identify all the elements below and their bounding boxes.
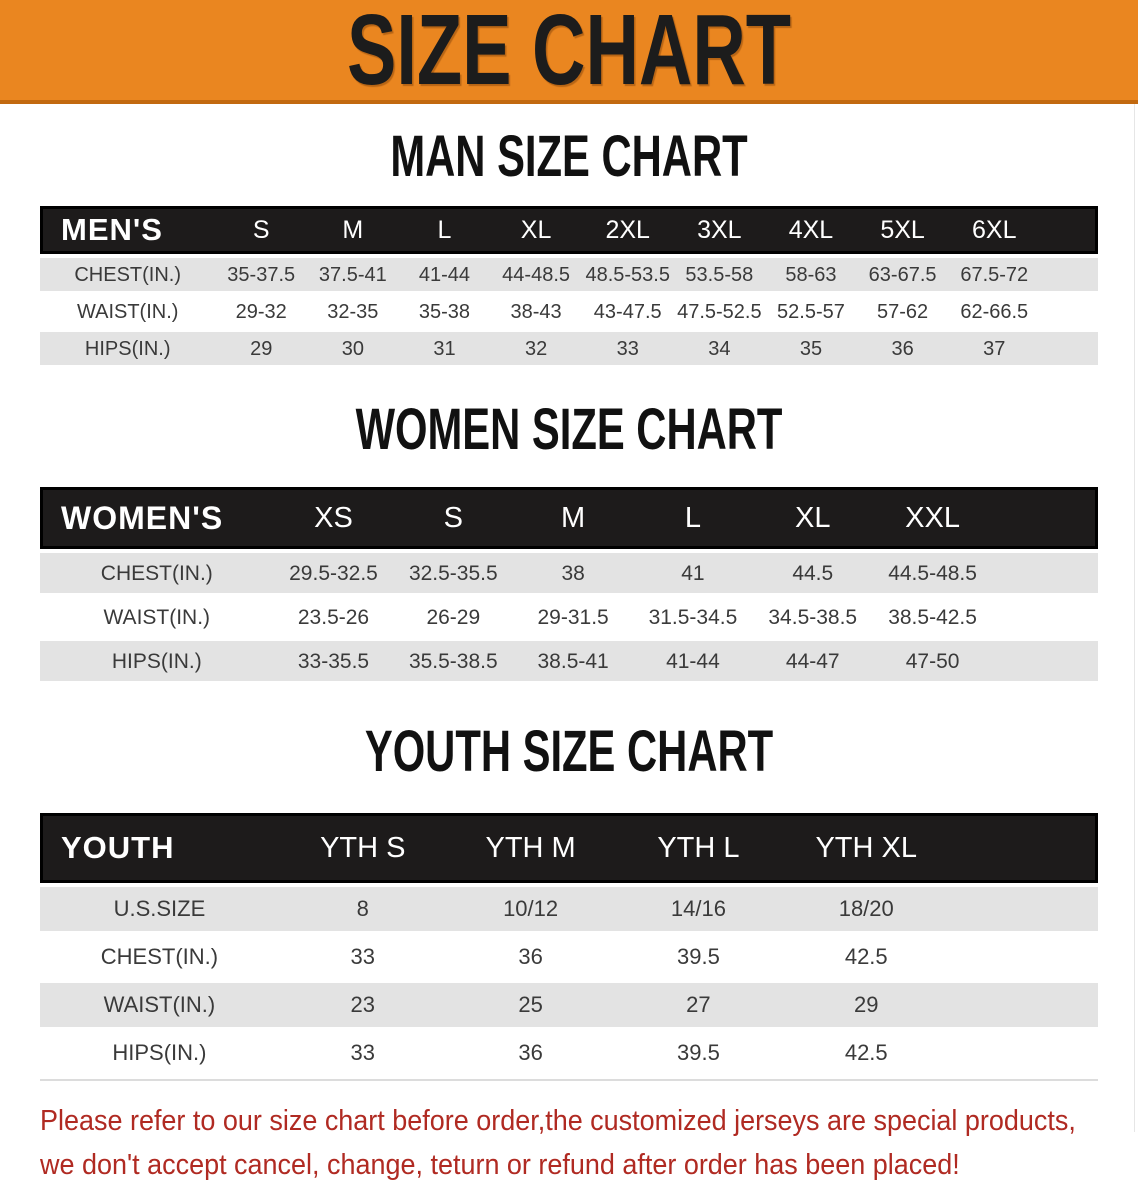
value-cell: 67.5-72	[948, 258, 1040, 291]
size-column-header-cell: M	[513, 487, 633, 549]
value-cell: 33	[582, 332, 674, 365]
value-cell: 18/20	[782, 887, 950, 931]
value-cell: 37.5-41	[307, 258, 399, 291]
value-cell: 41-44	[633, 641, 753, 681]
value-cell: 8	[279, 887, 447, 931]
value-cell: 33	[350, 944, 376, 969]
header-row	[40, 487, 1098, 549]
table-row	[40, 641, 1098, 681]
order-notice-line: Please refer to our size chart before order,the customized jerseys are special products,	[40, 1105, 1076, 1137]
value-cell: 31.5-34.5	[648, 605, 738, 629]
value-cell: 44.5-48.5	[873, 553, 993, 593]
value-cell: 53.5-58	[674, 258, 766, 291]
spacer-cell	[1040, 258, 1098, 291]
men-section	[0, 124, 1138, 369]
table-row	[40, 935, 1098, 979]
value-cell: 38.5-42.5	[888, 605, 977, 629]
order-notice	[40, 1099, 1138, 1187]
size-column-header-cell: 5XL	[857, 206, 949, 254]
value-cell: 63-67.5	[857, 258, 949, 291]
value-cell: 37	[948, 332, 1040, 365]
table-row	[40, 597, 1098, 637]
group-label-cell: WOMEN'S	[40, 487, 274, 549]
row-label-cell: WAIST(IN.)	[40, 983, 279, 1027]
value-cell: 34	[674, 332, 766, 365]
value-cell: 29	[215, 332, 307, 365]
value-cell: 30	[307, 332, 399, 365]
table-row	[40, 553, 1098, 593]
value-cell: 31	[399, 332, 491, 365]
size-column-header-cell: L	[633, 487, 753, 549]
value-cell: 32	[490, 332, 582, 365]
size-column-header-cell: M	[307, 206, 399, 254]
men-size-table	[40, 202, 1098, 369]
row-label-cell: CHEST(IN.)	[100, 944, 219, 969]
row-label-cell: HIPS(IN.)	[40, 332, 215, 365]
value-cell: 42.5	[844, 944, 888, 969]
group-label-cell: MEN'S	[40, 206, 215, 254]
value-cell: 29	[782, 983, 950, 1027]
value-cell: 35	[765, 332, 857, 365]
spacer-cell	[993, 553, 1099, 593]
value-cell: 62-66.5	[960, 300, 1029, 323]
value-cell: 29-31.5	[537, 605, 609, 629]
value-cell: 58-63	[765, 258, 857, 291]
table-row	[40, 1031, 1098, 1075]
row-label-cell: HIPS(IN.)	[40, 641, 274, 681]
size-column-header-cell: S	[215, 206, 307, 254]
size-column-header-cell: XS	[274, 487, 394, 549]
value-cell: 23.5-26	[297, 605, 370, 629]
spacer-cell	[950, 813, 1098, 883]
header-row	[40, 813, 1098, 883]
value-cell: 26-29	[426, 605, 481, 629]
youth-section	[0, 719, 1138, 1081]
row-label-cell: CHEST(IN.)	[40, 258, 215, 291]
spacer-cell	[1040, 295, 1098, 328]
women-section-heading: WOMEN SIZE CHART	[355, 397, 783, 462]
value-cell: 35.5-38.5	[393, 641, 513, 681]
value-cell: 47-50	[873, 641, 993, 681]
value-cell: 41-44	[399, 258, 491, 291]
value-cell: 47.5-52.5	[677, 300, 762, 323]
value-cell: 57-62	[877, 300, 929, 323]
size-column-header-cell: YTH XL	[782, 813, 950, 883]
size-column-header-cell: 4XL	[765, 206, 857, 254]
value-cell: 23	[279, 983, 447, 1027]
size-column-header-cell: 2XL	[582, 206, 674, 254]
value-cell: 38.5-41	[513, 641, 633, 681]
spacer-cell	[950, 983, 1098, 1027]
order-notice-line: we don't accept cancel, change, teturn or refund after order has been placed!	[40, 1149, 960, 1181]
value-cell: 27	[615, 983, 783, 1027]
size-column-header-cell: S	[393, 487, 513, 549]
spacer-cell	[993, 641, 1099, 681]
value-cell: 39.5	[676, 944, 720, 969]
value-cell: 44-48.5	[490, 258, 582, 291]
spacer-cell	[950, 887, 1098, 931]
size-column-header-cell: L	[399, 206, 491, 254]
value-cell: 41	[633, 553, 753, 593]
table-row	[40, 295, 1098, 328]
banner	[0, 0, 1138, 104]
page-title: SIZE CHART	[347, 0, 791, 106]
value-cell: 43-47.5	[593, 300, 662, 323]
size-column-header-cell: XL	[753, 487, 873, 549]
value-cell: 25	[447, 983, 615, 1027]
women-size-table	[40, 483, 1098, 685]
size-column-header-cell: YTH S	[279, 813, 447, 883]
value-cell: 38	[513, 553, 633, 593]
women-section	[0, 397, 1138, 685]
size-column-header-cell: XL	[490, 206, 582, 254]
spacer-cell	[1040, 206, 1098, 254]
value-cell: 38-43	[510, 300, 562, 323]
spacer-cell	[1040, 332, 1098, 365]
header-row	[40, 206, 1098, 254]
size-column-header-cell: YTH M	[447, 813, 615, 883]
table-row	[40, 332, 1098, 365]
value-cell: 35-37.5	[215, 258, 307, 291]
value-cell: 10/12	[447, 887, 615, 931]
value-cell: 29.5-32.5	[274, 553, 394, 593]
value-cell: 29-32	[235, 300, 287, 323]
men-section-heading: MAN SIZE CHART	[390, 124, 748, 189]
group-label-cell: YOUTH	[40, 813, 279, 883]
value-cell: 33	[350, 1040, 376, 1065]
youth-section-heading: YOUTH SIZE CHART	[364, 719, 774, 784]
row-label-cell: HIPS(IN.)	[112, 1040, 207, 1065]
value-cell: 44.5	[753, 553, 873, 593]
value-cell: 33-35.5	[274, 641, 394, 681]
row-label-cell: WAIST(IN.)	[103, 605, 211, 629]
table-row	[40, 258, 1098, 291]
row-label-cell: U.S.SIZE	[40, 887, 279, 931]
value-cell: 48.5-53.5	[582, 258, 674, 291]
value-cell: 34.5-38.5	[768, 605, 858, 629]
value-cell: 32-35	[327, 300, 379, 323]
value-cell: 36	[518, 944, 543, 969]
table-row	[40, 983, 1098, 1027]
value-cell: 36	[857, 332, 949, 365]
value-cell: 42.5	[844, 1040, 888, 1065]
value-cell: 14/16	[615, 887, 783, 931]
value-cell: 39.5	[676, 1040, 720, 1065]
value-cell: 44-47	[753, 641, 873, 681]
row-label-cell: WAIST(IN.)	[76, 300, 179, 323]
row-label-cell: CHEST(IN.)	[40, 553, 274, 593]
size-column-header-cell: 6XL	[948, 206, 1040, 254]
spacer-cell	[950, 935, 1098, 979]
size-column-header-cell: YTH L	[615, 813, 783, 883]
spacer-cell	[993, 597, 1099, 637]
table-row	[40, 887, 1098, 931]
page-edge-artifact	[1134, 104, 1135, 1132]
size-column-header-cell: 3XL	[674, 206, 766, 254]
youth-size-table	[40, 809, 1098, 1081]
spacer-cell	[950, 1031, 1098, 1075]
size-column-header-cell: XXL	[873, 487, 993, 549]
value-cell: 36	[518, 1040, 543, 1065]
value-cell: 32.5-35.5	[393, 553, 513, 593]
value-cell: 52.5-57	[777, 300, 845, 323]
spacer-cell	[993, 487, 1099, 549]
value-cell: 35-38	[418, 300, 471, 323]
